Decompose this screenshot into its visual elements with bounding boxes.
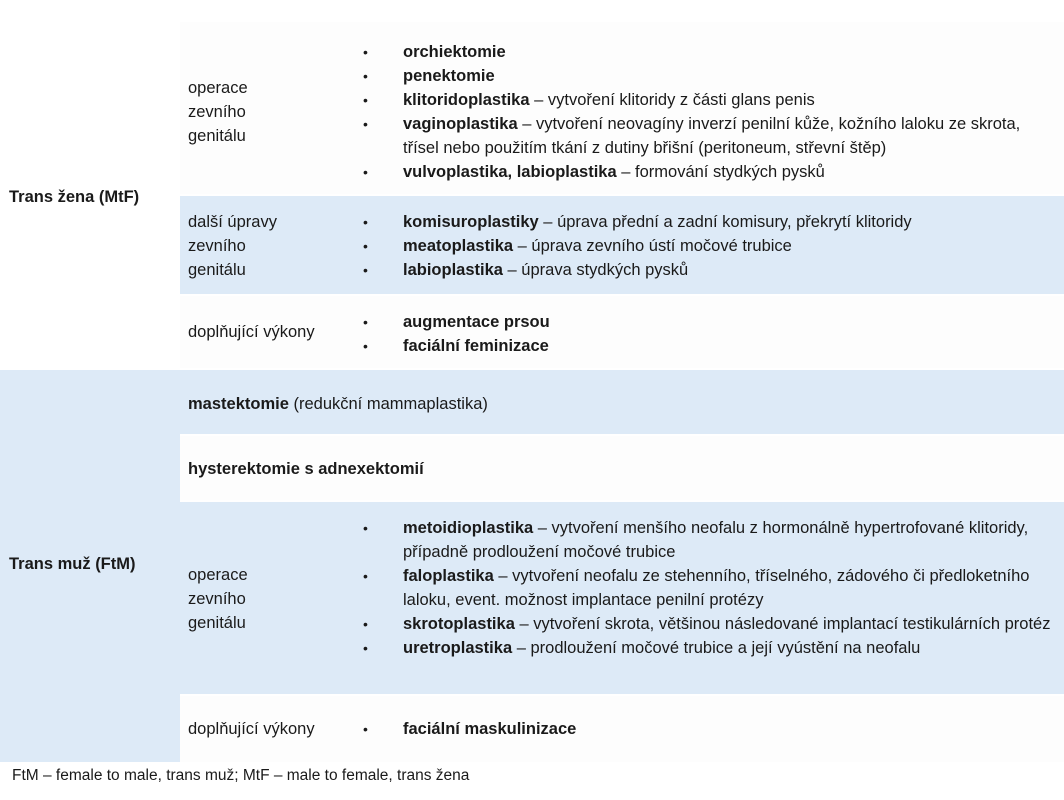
bullet-icon: • (363, 262, 368, 278)
item-desc: – úprava přední a zadní komisury, překrytí klitoridy (538, 213, 912, 231)
bullet-icon: • (363, 92, 368, 108)
list-item (363, 334, 1054, 358)
mtf-supplementary-label (188, 320, 348, 344)
item-term: penektomie (403, 67, 495, 85)
label-line: zevního (188, 237, 246, 255)
list-item (363, 160, 1054, 184)
list-item (363, 612, 1054, 636)
item-desc: – vytvoření skrota, většinou následované implantací testikulárních protéz (514, 615, 1051, 633)
label-line: zevního (188, 590, 246, 608)
list-item (363, 717, 1054, 741)
item-desc: – úprava stydkých pysků (502, 261, 689, 279)
list-item (363, 310, 1054, 334)
bullet-icon: • (363, 721, 368, 737)
bullet-icon: • (363, 214, 368, 230)
bullet-icon: • (363, 568, 368, 584)
mtf-supplementary-list (363, 310, 1054, 358)
list-item (363, 88, 1054, 112)
ftm-hysterectomy-row (188, 457, 424, 481)
list-item (363, 112, 1054, 160)
label-line: genitálu (188, 261, 246, 279)
list-item (363, 64, 1054, 88)
list-item (363, 516, 1054, 564)
footnote: FtM – female to male, trans muž; MtF – male to female, trans žena (12, 767, 470, 784)
item-term: orchiektomie (403, 43, 506, 61)
mtf-category-label: Trans žena (MtF) (9, 188, 140, 206)
item-term: faciální maskulinizace (403, 720, 577, 738)
item-desc: – vytvoření menšího neofalu z hormonálně hypertrofované klitoridy, případně prodloužení močové trubice (403, 519, 1029, 561)
item-term: skrotoplastika (403, 615, 515, 633)
label-line: operace (188, 79, 248, 97)
list-item (363, 40, 1054, 64)
item-term: mastektomie (188, 395, 289, 413)
ftm-genital-label (188, 563, 348, 635)
label-line: zevního (188, 103, 246, 121)
label-line: operace (188, 566, 248, 584)
item-term: augmentace prsou (403, 313, 550, 331)
item-desc: – úprava zevního ústí močové trubice (513, 237, 792, 255)
item-term: klitoridoplastika (403, 91, 530, 109)
item-term: vulvoplastika, labioplastika (403, 163, 617, 181)
item-desc: – vytvoření klitoridy z části glans penis (529, 91, 815, 109)
item-term: faloplastika (403, 567, 494, 585)
mtf-genital-list (363, 40, 1054, 184)
mtf-genital-label (188, 76, 348, 148)
ftm-supplementary-label (188, 717, 348, 741)
ftm-genital-list (363, 516, 1054, 660)
item-term: metoidioplastika (403, 519, 534, 537)
list-item (363, 258, 1054, 282)
ftm-mastectomy-row (188, 392, 488, 416)
bullet-icon: • (363, 520, 368, 536)
mtf-further-list (363, 210, 1054, 282)
list-item (363, 636, 1054, 660)
label-line: doplňující výkony (188, 720, 315, 738)
item-term: faciální feminizace (403, 337, 549, 355)
ftm-category-label: Trans muž (FtM) (9, 555, 136, 573)
ftm-supplementary-list (363, 717, 1054, 741)
item-term: meatoplastika (403, 237, 514, 255)
bullet-icon: • (363, 44, 368, 60)
item-term: labioplastika (403, 261, 503, 279)
item-term: uretroplastika (403, 639, 513, 657)
item-desc: (redukční mammaplastika) (288, 395, 488, 413)
item-term: hysterektomie s adnexektomií (188, 460, 424, 478)
item-desc: – prodloužení močové trubice a její vyústění na neofalu (512, 639, 921, 657)
list-item (363, 210, 1054, 234)
bullet-icon: • (363, 68, 368, 84)
item-term: komisuroplastiky (403, 213, 539, 231)
item-desc: – formování stydkých pysků (616, 163, 825, 181)
bullet-icon: • (363, 338, 368, 354)
list-item (363, 564, 1054, 612)
bullet-icon: • (363, 238, 368, 254)
bullet-icon: • (363, 164, 368, 180)
bullet-icon: • (363, 616, 368, 632)
mtf-further-label (188, 210, 348, 282)
list-item (363, 234, 1054, 258)
item-desc: – vytvoření neovagíny inverzí penilní kůže, kožního laloku ze skrota, třísel nebo použitím tkání z dutiny břišní (peritoneum, střevní štěp) (403, 115, 1021, 157)
label-line: genitálu (188, 127, 246, 145)
item-desc: – vytvoření neofalu ze stehenního, tříselného, zádového či předloketního laloku, event. možnost implantace penilní protézy (403, 567, 1030, 609)
bullet-icon: • (363, 640, 368, 656)
item-term: vaginoplastika (403, 115, 518, 133)
bullet-icon: • (363, 116, 368, 132)
label-line: genitálu (188, 614, 246, 632)
label-line: doplňující výkony (188, 323, 315, 341)
label-line: další úpravy (188, 213, 277, 231)
bullet-icon: • (363, 314, 368, 330)
